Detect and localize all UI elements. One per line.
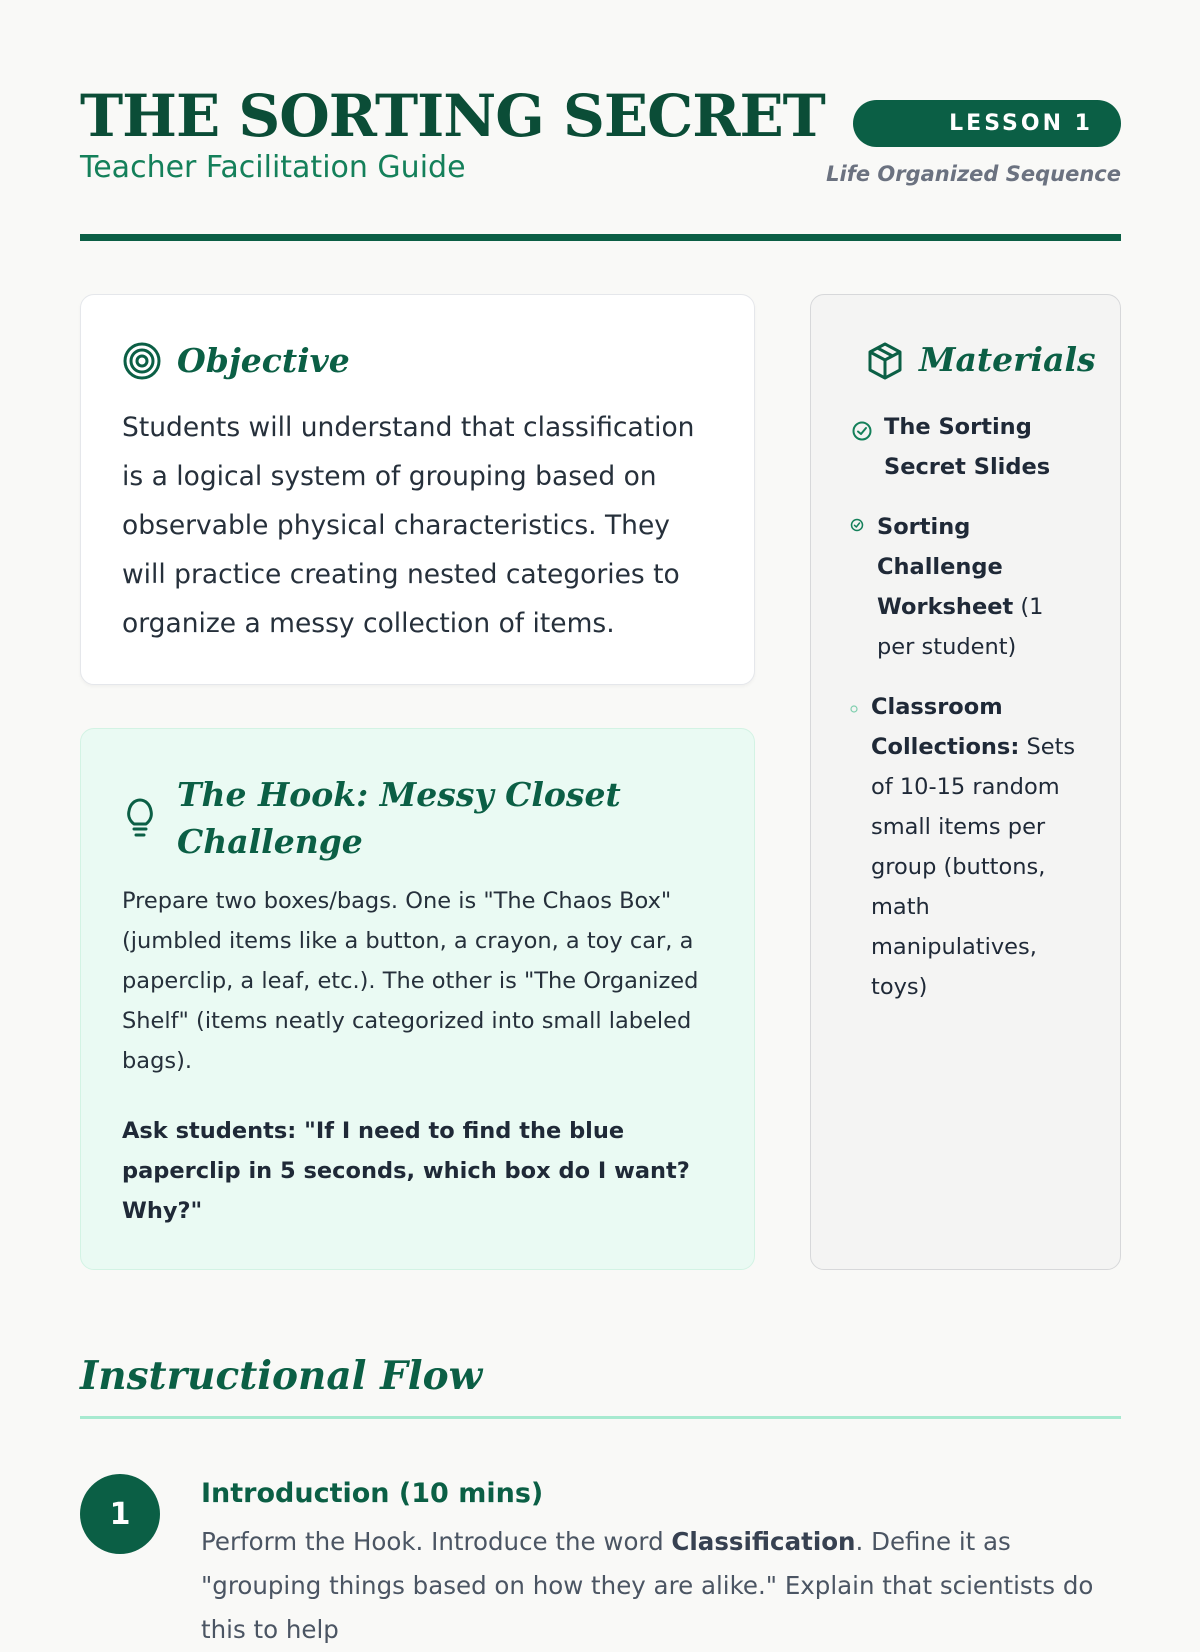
objective-title: Objective: [177, 341, 350, 380]
page-subtitle: Teacher Facilitation Guide: [80, 150, 466, 185]
step-heading: Introduction (10 mins): [201, 1478, 544, 1509]
objective-card: [80, 294, 755, 685]
hook-text: Prepare two boxes/bags. One is "The Chaos Box" (jumbled items like a button, a crayon, a toy car, a paperclip, a leaf, etc.). The other is "The Organized Shelf" (items neatly categorized into small labeled bags).: [122, 888, 699, 1074]
materials-item: Classroom Collections: Sets of 10-15 random small items per group (buttons, math manipulatives, toys): [871, 694, 1076, 1000]
series-label: Life Organized Sequence: [826, 162, 1121, 186]
check-circle-icon: [850, 705, 858, 713]
hook-card: [80, 728, 755, 1270]
materials-card: [810, 294, 1121, 1270]
step-number-badge: 1: [80, 1474, 160, 1554]
box-icon: [866, 341, 904, 381]
hook-question: Ask students: "If I need to find the blue paperclip in 5 seconds, which box do I want? Why?": [122, 1118, 690, 1224]
page-title: THE SORTING SECRET: [80, 82, 825, 150]
section-divider: [80, 1416, 1121, 1419]
step-description: Perform the Hook. Introduce the word Classification. Define it as "grouping things based on how they are alike." Explain that scientists do this to help: [201, 1527, 1094, 1644]
lightbulb-icon: [125, 797, 155, 839]
materials-item: The Sorting Secret Slides: [884, 414, 1051, 480]
target-icon: [122, 341, 162, 381]
materials-title: Materials: [919, 340, 1096, 379]
hook-title: The Hook: Messy Closet Challenge: [177, 775, 621, 861]
section-title: Instructional Flow: [80, 1353, 483, 1399]
objective-text: Students will understand that classification is a logical system of grouping based on observable physical characteristics. They will practice creating nested categories to organize a messy collection of items.: [122, 412, 695, 639]
header-divider: [80, 234, 1121, 241]
materials-item: Sorting Challenge Worksheet (1 per student): [877, 514, 1044, 660]
lesson-badge: LESSON 1: [853, 100, 1121, 147]
check-circle-icon: [850, 518, 864, 532]
check-circle-icon: [851, 420, 873, 442]
